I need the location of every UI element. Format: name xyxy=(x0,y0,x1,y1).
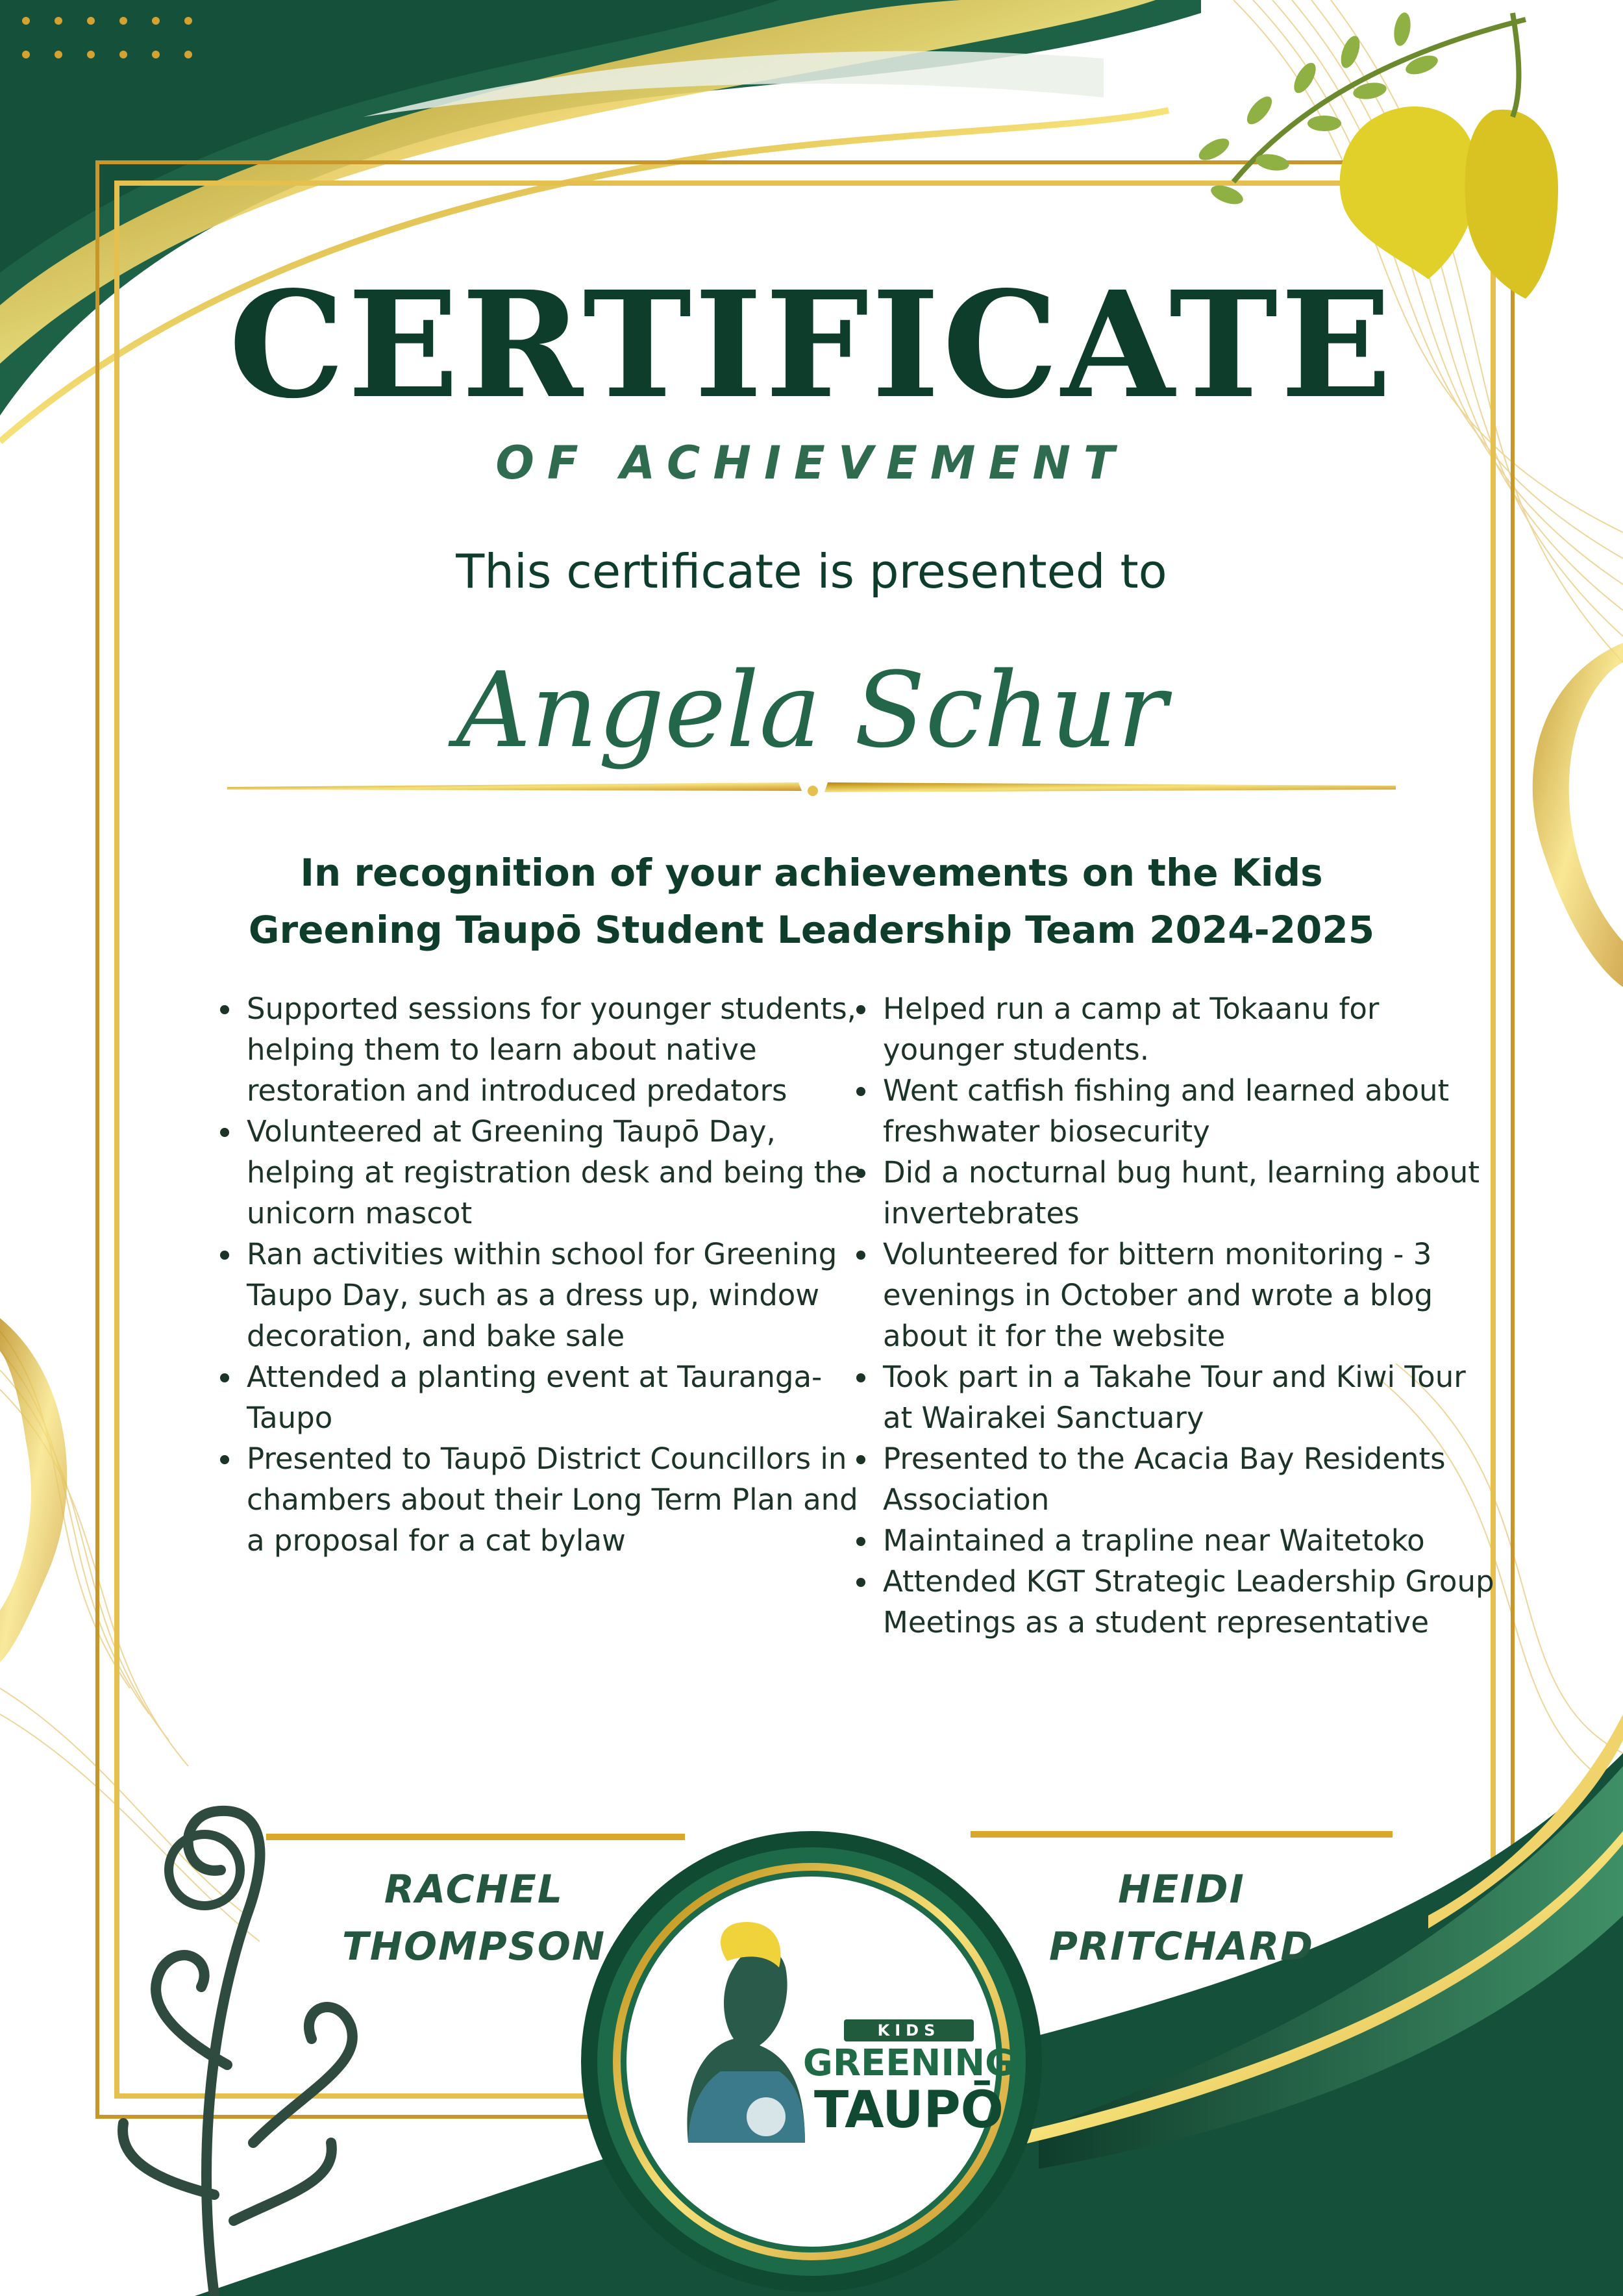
list-item: • Presented to the Acacia Bay Residents Association xyxy=(879,1438,1496,1520)
recipient-name: Angela Schur xyxy=(456,649,1167,771)
list-item: • Took part in a Takahe Tour and Kiwi Tour at Wairakei Sanctuary xyxy=(879,1356,1496,1438)
certificate-subtitle: OF ACHIEVEMENT xyxy=(495,436,1128,490)
list-item: • Attended KGT Strategic Leadership Group Meetings as a student representative xyxy=(879,1561,1496,1643)
list-item: • Helped run a camp at Tokaanu for younger students. xyxy=(879,988,1496,1070)
list-item: • Presented to Taupō District Councillors in chambers about their Long Term Plan and a proposal for a cat bylaw xyxy=(243,1438,866,1561)
logo-kids-label: KIDS xyxy=(844,2019,974,2041)
signatory-right-last-name: PRITCHARD xyxy=(1048,1924,1315,1969)
achievements-list-left xyxy=(201,988,866,1561)
presented-to-line: This certificate is presented to xyxy=(456,544,1167,599)
signatory-left-last-name: THOMPSON xyxy=(341,1924,606,1969)
signatory-right-first-name: HEIDI xyxy=(1118,1867,1245,1912)
certificate-title: CERTIFICATE xyxy=(229,260,1394,431)
signatory-right xyxy=(993,1861,1370,1975)
signature-line-right xyxy=(971,1831,1393,1838)
achievements-list-right xyxy=(837,988,1496,1643)
gold-ribbon-left xyxy=(0,1318,67,1662)
logo-greening-label: GREENING xyxy=(802,2042,1015,2084)
list-item: • Volunteered for bittern monitoring - 3 evenings in October and wrote a blog about it for the website xyxy=(879,1234,1496,1356)
signatory-left-first-name: RACHEL xyxy=(384,1867,564,1912)
list-item: • Supported sessions for younger students, helping them to learn about native restoration and introduced predators xyxy=(243,988,866,1111)
list-item: • Maintained a trapline near Waitetoko xyxy=(879,1520,1496,1561)
logo-taupo-label: TAUPŌ xyxy=(814,2081,1004,2140)
list-item: • Went catfish fishing and learned about freshwater biosecurity xyxy=(879,1070,1496,1152)
list-item: • Did a nocturnal bug hunt, learning about invertebrates xyxy=(879,1152,1496,1234)
signatory-left xyxy=(286,1861,662,1975)
recognition-line-2: Greening Taupō Student Leadership Team 2024-2025 xyxy=(248,908,1375,952)
list-item: • Volunteered at Greening Taupō Day, helping at registration desk and being the unicorn mascot xyxy=(243,1111,866,1234)
kowhai-flower-icon xyxy=(1195,11,1558,299)
signature-line-left xyxy=(266,1834,685,1840)
recognition-statement xyxy=(195,844,1428,958)
list-item: • Attended a planting event at Tauranga-Taupo xyxy=(243,1356,866,1438)
recognition-line-1: In recognition of your achievements on the Kids xyxy=(300,851,1323,895)
name-underline xyxy=(227,782,1396,796)
list-item: • Ran activities within school for Greening Taupo Day, such as a dress up, window decoration, and bake sale xyxy=(243,1234,866,1356)
